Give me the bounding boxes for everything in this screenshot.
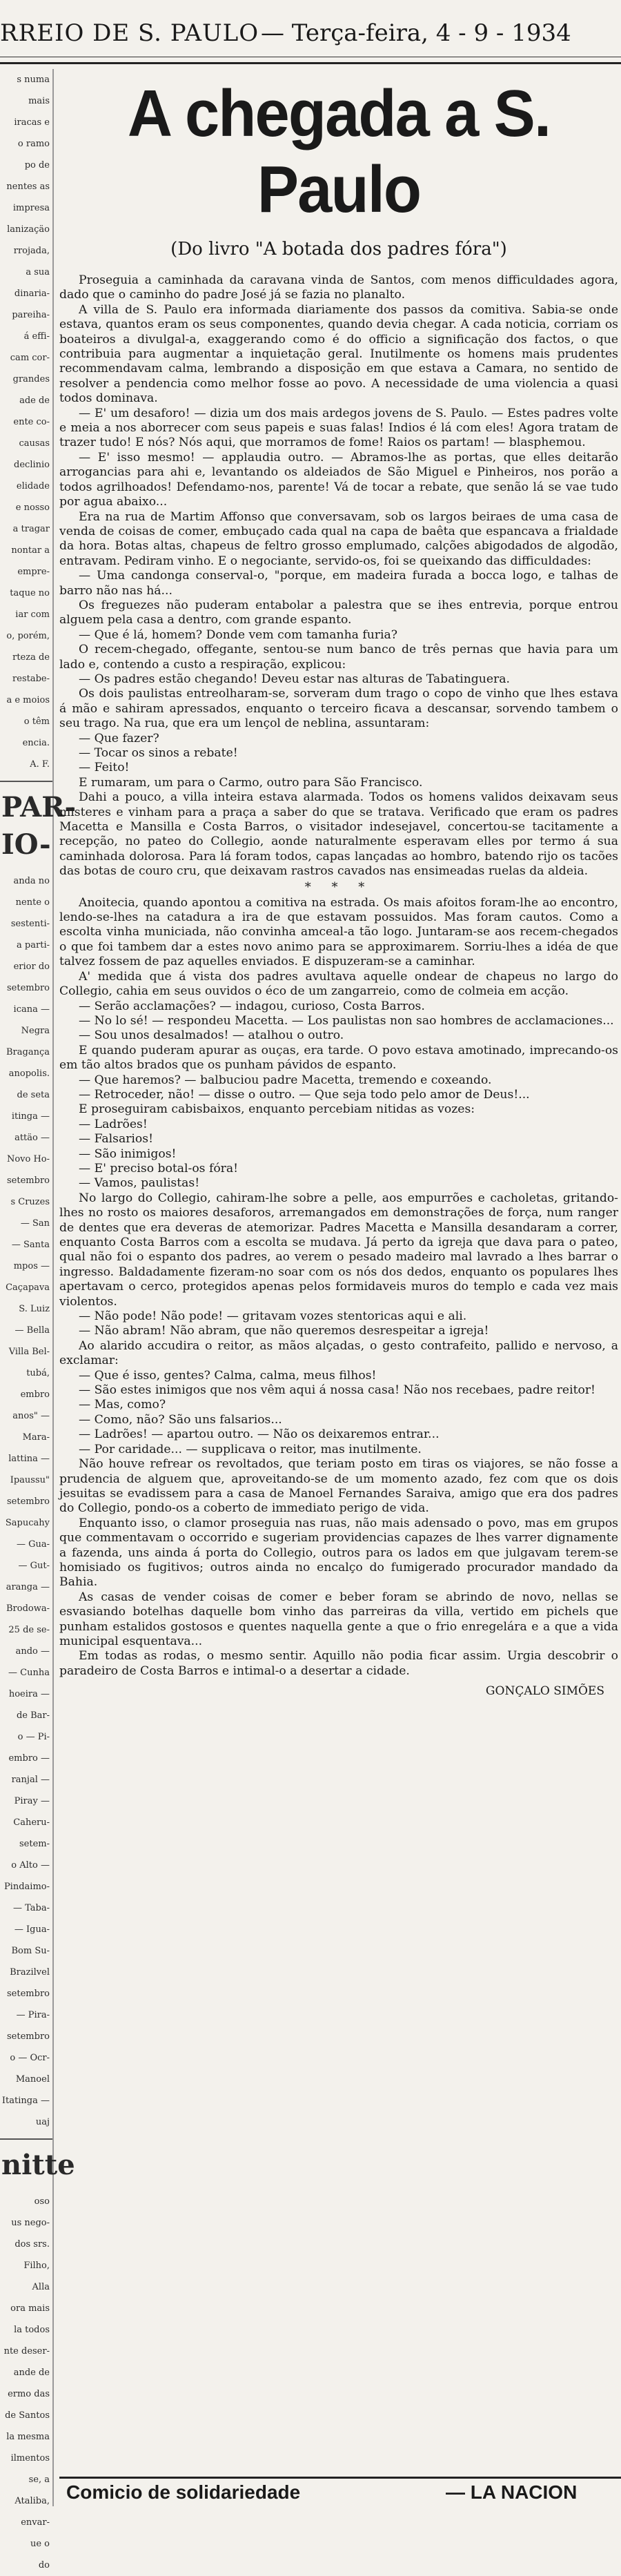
left-column-line: aranga — — [6, 1582, 50, 1592]
article-paragraph: A' medida que á vista dos padres avultava aquelle ondear de chapeus no largo do Collegio, cahia em seus ouvidos o éco de um zangarreio, como de colmeia em acção. — [59, 969, 618, 999]
article-paragraph: — E' preciso botal-os fóra! — [79, 1161, 239, 1175]
left-column-line: o Alto — — [11, 1860, 50, 1871]
article-paragraph: — Como, não? São uns falsarios... — [79, 1412, 282, 1427]
left-column-line: ue o — [30, 2539, 50, 2549]
article-paragraph: — Mas, como? — [79, 1398, 166, 1412]
left-column-line: o — Pi- — [17, 1732, 50, 1742]
left-column-line: setem- — [19, 1839, 50, 1849]
left-column-line: tubá, — [26, 1368, 50, 1378]
left-column-line: impresa — [12, 203, 50, 213]
left-column-line: iracas e — [14, 117, 50, 128]
left-column-line: po de — [24, 160, 50, 170]
article-paragraph: — E' isso mesmo! — applaudia outro. — Abramos-lhe as portas, que elles deitarão arrogancias para ahi e, levantando os aldeiados de São Miguel e Pinheiros, nos porão a todos agrilhoados! Defendamo-nos, parente! Vá de tocar a rebate, que senão lá se vae tudo por agua abaixo... — [59, 450, 618, 509]
left-column-line: attäo — — [14, 1133, 50, 1143]
article-paragraph: — Vamos, paulistas! — [79, 1176, 200, 1191]
left-column-line: ranjal — — [11, 1775, 50, 1785]
article-paragraph: — Os padres estão chegando! Deveu estar nas alturas de Tabatinguera. — [79, 672, 510, 686]
article-paragraph: — Por caridade... — supplicava o reitor, mas inutilmente. — [79, 1442, 422, 1456]
article-paragraph: Enquanto isso, o clamor proseguia nas ruas, não mais adensado o povo, mas em grupos que commentavam o occorrido e sugeriam providencias capazes de lhes varrer dignamente a fazenda, uns ainda á porta do Collegio, outros para os lados em que julgavam terem-se homisiado os fugitivos; outros ainda no encalço do fumigerado procurador mandado da Bahia. — [59, 1516, 618, 1590]
left-column-line: Piray — — [14, 1796, 50, 1806]
left-column-line: icana — — [13, 1004, 50, 1015]
left-column-lines-3 — [0, 2191, 52, 2576]
article-paragraph: O recem-chegado, offegante, sentou-se num banco de três pernas que havia para um lado e, contendo a custo a respiração, explicou: — [59, 643, 618, 672]
article-paragraph: — Feito! — [79, 761, 130, 775]
article — [59, 69, 618, 2506]
article-paragraph: — Serão acclamações? — indagou, curioso, Costa Barros. — [79, 999, 425, 1013]
footer-heading-left: Comicio de solidariedade — [66, 2481, 301, 2503]
left-column-line: s numa — [17, 75, 50, 85]
left-column-line: ade de — [19, 396, 50, 406]
left-column-line: cam cor- — [10, 353, 50, 363]
left-column-line: setembro — [7, 983, 50, 993]
article-paragraph: Os freguezes não puderam entabolar a palestra que se ihes entrevia, porque entrou alguem pela casa a dentro, com grande espanto. — [59, 598, 618, 627]
left-column-line: de Bar- — [16, 1710, 50, 1721]
left-column-line: s Cruzes — [10, 1197, 50, 1207]
left-column-line: anos" — — [12, 1411, 50, 1421]
article-body — [59, 273, 618, 1679]
article-paragraph: — Uma candonga conserval-o, "porque, em madeira furada a bocca logo, e talhas de barro não nas há... — [59, 569, 618, 598]
article-paragraph: Proseguia a caminhada da caravana vinda de Santos, com menos difficuldades agora, dado que o caminho do padre José já se fazia no planalto. — [59, 273, 618, 302]
left-column-line: Caheru- — [13, 1817, 50, 1828]
left-column-line: Villa Bel- — [8, 1347, 50, 1357]
left-column-line: encia. — [22, 738, 50, 748]
left-column-line: á effi- — [23, 331, 50, 342]
left-column-line: nentes as — [6, 182, 50, 192]
left-column-line: de seta — [17, 1090, 50, 1100]
left-column-line: dinaria- — [14, 289, 50, 299]
left-column-line: hoeira — — [8, 1689, 50, 1699]
left-column-line: — Taba- — [12, 1903, 50, 1913]
article-paragraph: — Retroceder, não! — disse o outro. — Que seja todo pelo amor de Deus!... — [79, 1087, 530, 1102]
left-column-line: taque no — [10, 588, 50, 598]
left-column-line: do — [38, 2560, 50, 2570]
article-paragraph: A villa de S. Paulo era informada diariamente dos passos da comitiva. Sabia-se onde estava, quantos eram os seus componentes, quando devia chegar. A cada noticia, corriam os boateiros a divulgal-a, exaggerando como é do officio a significação dos factos, o que contribuia para augmentar a inquietação geral. Inutilmente os homens mais prudentes recommendavam calma, lembrando a disposição em que estava a Camara, no sentido de resolver a pendencia como melhor fosse ao povo. A necessidade de uma violencia a quasi todos dominava. — [59, 302, 618, 406]
left-column-line: a sua — [26, 267, 50, 277]
article-paragraph: Era na rua de Martim Affonso que conversavam, sob os largos beiraes de uma casa de venda de coisas de comer, embuçado cada qual na capa de baêta que espancava a frialdade da hora. Botas altas, chapeus de feltro grosso emplumado, calções abigodados de algodão, entravam. Pediram vinho. E o negociante, servido-os, foi se queixando das difficuldades: — [59, 509, 618, 568]
left-column-line: anda no — [13, 876, 50, 886]
footer-heading-right: — LA NACION — [446, 2481, 578, 2503]
left-column-line: A. F. — [30, 759, 50, 770]
left-column-line: itinga — — [11, 1111, 50, 1122]
left-column-line: causas — [19, 438, 50, 449]
article-paragraph: Anoitecia, quando apontou a comitiva na estrada. Os mais afoitos foram-lhe ao encontro, lendo-se-lhes na catadura a ira de que estavam possuidos. Mas foram cautos. Como a escolta vinha municiada, não convinha amceal-a tão logo. Juntaram-se aos recem-chegados o que foi tambem dar a estes novo animo para se approximarem. Sorriu-lhes a idéa de que talvez fossem de paz aquelles enviados. E dispuzeram-se a caminhar. — [59, 895, 618, 969]
article-paragraph: — Que é lá, homem? Donde vem com tamanha furia? — [79, 627, 397, 642]
column-divider — [0, 2138, 52, 2140]
left-column-line: iar com — [15, 609, 50, 620]
left-column-line: oso — [34, 2196, 50, 2207]
left-column-line: envar- — [21, 2517, 50, 2528]
left-column-line: a parti- — [17, 940, 50, 950]
article-paragraph: — São estes inimigos que nos vêm aqui á nossa casa! Não nos recebaes, padre reitor! — [79, 1383, 595, 1398]
left-column-line: Negra — [21, 1026, 50, 1036]
left-column-line: Mara- — [22, 1432, 50, 1443]
article-paragraph: — Tocar os sinos a rebate! — [79, 746, 238, 760]
left-column-line: grandes — [12, 374, 50, 384]
article-paragraph: — São inimigos! — [79, 1146, 177, 1161]
left-column-line: mpos — — [13, 1261, 50, 1271]
left-column-line: setembro — [7, 1989, 50, 1999]
left-column-line: la todos — [14, 2325, 50, 2335]
article-paragraph: As casas de vender coisas de comer e beber foram se abrindo de novo, nellas se esvasiando botelhas daquelle bom vinho das parreiras da villa, vertido em pichels que punham estalidos gostosos e quentes naquella gente a que o frio enregelára e a que a vida municipal esquentava... — [59, 1590, 618, 1648]
left-column-line: Caçapava — [6, 1282, 50, 1293]
left-column-line: empre- — [17, 567, 50, 577]
newspaper-name: RREIO DE S. PAULO — [0, 19, 259, 47]
left-column-line: mais — [28, 96, 50, 106]
left-column-line: restabe- — [12, 674, 50, 684]
left-column-line: Manoel — [15, 2074, 50, 2085]
left-column-line: Pindaimo- — [3, 1882, 50, 1892]
issue-date: — Terça-feira, 4 - 9 - 1934 — [261, 19, 571, 47]
left-column-line: nente o — [15, 897, 50, 908]
left-column-line: Brazilvel — [10, 1967, 50, 1978]
left-column-line: rteza de — [12, 652, 50, 663]
article-paragraph: — No lo sé! — respondeu Macetta. — Los paulistas non sao hombres de acclamaciones... — [79, 1013, 614, 1028]
left-column-heading-1: PAR- IO- — [1, 791, 77, 861]
article-paragraph: Dahi a pouco, a villa inteira estava alarmada. Todos os homens validos deixavam seus misteres e vinham para a praça a saber do que se tratava. Verificado que eram os padres Macetta e Mansilla e Costa Barros, o visitador indesejavel, concertou-se tacitamente a recepção, no pateo do Collegio, aonde naturalmente esperavam elles por termo á sua caminhada dolorosa. Para lá foram todos, capas lançadas ao hombro, batendo rijo os tacões das botas de couro cru, que deixavam rastros cavados nas ensimeadas ruelas da aldeia. — [59, 790, 618, 879]
left-column-line: — Gua- — [16, 1539, 50, 1550]
left-column-line: lanizaçäo — [7, 224, 50, 235]
left-column-line: se, a — [28, 2475, 50, 2485]
article-paragraph: — Que é isso, gentes? Calma, calma, meus filhos! — [79, 1368, 377, 1383]
left-column-line: us nego- — [11, 2218, 50, 2228]
article-paragraph: — Que fazer? — [79, 731, 159, 745]
left-column-line: — Cunha — [8, 1668, 50, 1678]
column-divider — [0, 781, 52, 782]
left-column-line: Itatinga — — [1, 2096, 50, 2106]
article-paragraph: — Ladrões! — [79, 1117, 148, 1131]
left-column-line: ente co- — [13, 417, 50, 427]
left-column-line: nontar a — [11, 545, 50, 556]
article-paragraph: E quando puderam apurar as ouças, era tarde. O povo estava amotinado, imprecando-os em tão altos brados que os punham pávidos de espanto. — [59, 1043, 618, 1073]
left-column-line: erior do — [13, 962, 50, 972]
left-column-line: Brodowa- — [6, 1603, 50, 1614]
left-column-line: — Bella — [14, 1325, 50, 1336]
left-column-line: setembro — [7, 1175, 50, 1186]
article-paragraph: — Que haremos? — balbuciou padre Macetta, tremendo e coxeando. — [79, 1073, 492, 1087]
article-paragraph: Não houve refrear os revoltados, que teriam posto em tiras os viajores, se não fosse a prudencia de alguem que, aproveitando-se de um momento azado, fez com que os dois jesuitas se evadissem para a casa de Manoel Fernandes Saraiva, amigo que era dos padres do Collegio, pondo-os a coberto de immediato perigo de vida. — [59, 1457, 618, 1516]
left-column-line: — San — [20, 1218, 50, 1229]
left-column-line: — Gut- — [18, 1561, 50, 1571]
article-paragraph: Os dois paulistas entreolharam-se, sorveram dum trago o copo de vinho que lhes estava á mão e sahiram apressados, enquanto o terceiro ficava a descansar, sorvendo tambem o seu trago. Na rua, que era um lençol de neblina, assuntaram: — [59, 687, 618, 731]
left-column-line: ermo das — [8, 2389, 50, 2399]
left-column-line: Ataliba, — [14, 2496, 50, 2506]
left-column-line: o — Ocr- — [10, 2053, 50, 2063]
left-column-line: pareiha- — [12, 310, 50, 320]
article-paragraph: — Falsarios! — [79, 1132, 154, 1146]
left-column-line: Bom Su- — [11, 1946, 50, 1956]
left-column-line: o ramo — [17, 139, 50, 149]
left-column-line: o têm — [23, 716, 50, 727]
left-column-line: embro — — [8, 1753, 50, 1764]
left-column-line: elidade — [16, 481, 50, 491]
article-paragraph: No largo do Collegio, cahiram-lhe sobre a pelle, aos empurrões e cacholetas, gritando-lhes no rosto os maiores desaforos, arremangados em demonstrações de força, num ranger de dentes que era deveras de atemorizar. Padres Macetta e Mansilla desandaram a correr, enquanto Costa Barros com a escolta se mudava. Já perto da igreja que dava para o pateo, qual não foi o espanto dos padres, ao verem o pesado madeiro mal lavrado a lhes barrar o ingresso. Baldadamente fizeram-no soar com os nós dos dedos, enquanto os populares lhes apertavam o cerco, protegidos apenas pelos formidaveis muros do templo e cada vez mais violentos. — [59, 1191, 618, 1309]
left-column-line: ilmentos — [10, 2453, 50, 2463]
left-column-line: — Pira- — [16, 2010, 50, 2020]
article-paragraph: Ao alarido accudira o reitor, as mãos alçadas, o gesto contrafeito, pallido e nervoso, a exclamar: — [59, 1338, 618, 1368]
article-paragraph: E rumaram, um para o Carmo, outro para São Francisco. — [79, 775, 423, 790]
left-column-line: uaj — [35, 2117, 50, 2127]
left-column-line: Alla — [32, 2282, 50, 2292]
left-column-line: embro — [20, 1389, 50, 1400]
article-paragraph: — Sou unos desalmados! — atalhou o outro. — [79, 1028, 344, 1043]
article-headline: A chegada a S. Paulo — [127, 77, 551, 226]
left-column-line: la mesma — [6, 2432, 50, 2442]
left-column-line: rrojada, — [13, 246, 50, 256]
left-column-line: Filho, — [23, 2261, 50, 2271]
left-column-lines-1 — [0, 69, 52, 775]
left-column-line: 25 de se- — [8, 1625, 50, 1635]
left-column-line: a tragar — [12, 524, 50, 534]
left-column-line: S. Luiz — [19, 1304, 50, 1314]
left-column-line: dos srs. — [14, 2239, 50, 2250]
article-paragraph: Em todas as rodas, o mesmo sentir. Aquillo não podia ficar assim. Urgia descobrir o paradeiro de Costa Barros e intimal-o a desertar a cidade. — [59, 1649, 618, 1678]
left-column-line: de Santos — [5, 2410, 50, 2421]
left-column-line: setembro — [7, 1496, 50, 1507]
left-column-line: declinio — [14, 460, 50, 470]
left-column-line: ando — — [15, 1646, 50, 1657]
author-signature: GONÇALO SIMÕES — [485, 1684, 604, 1699]
article-subhead: (Do livro "A botada dos padres fóra") — [170, 239, 507, 260]
left-column-line: ora mais — [10, 2303, 50, 2314]
left-column-line: Ipaussu" — [10, 1475, 50, 1485]
left-column-line: e nosso — [15, 502, 50, 513]
left-column-line: sestenti- — [10, 919, 50, 929]
left-column-line: o, porém, — [6, 631, 50, 641]
article-paragraph: — Não abram! Não abram, que não queremos desrespeitar a igreja! — [79, 1324, 489, 1338]
left-column-line: anopolis. — [8, 1069, 50, 1079]
article-paragraph: — Ladrões! — apartou outro. — Não os deixaremos entrar... — [79, 1427, 440, 1442]
masthead — [0, 0, 621, 64]
left-column-heading-2: nitte — [1, 2149, 75, 2181]
left-column-line: Bragança — [6, 1047, 50, 1057]
left-column-line: setembro — [7, 2031, 50, 2042]
left-column-line: Novo Ho- — [6, 1154, 50, 1164]
left-column-line: — Igua- — [14, 1924, 50, 1935]
left-column-line: a e moios — [6, 695, 50, 705]
article-paragraph: E proseguiram cabisbaixos, enquanto percebiam nitidas as vozes: — [79, 1102, 475, 1117]
left-column-line: nte deser- — [3, 2346, 50, 2357]
next-article-heading — [59, 2477, 621, 2506]
section-separator: * * * — [304, 879, 373, 895]
article-paragraph: — E' um desaforo! — dizia um dos mais ardegos jovens de S. Paulo. — Estes padres volte e meia a nos aborrecer com seus papeis e suas falas! Indios é lá com eles! Agora tratam de trazer tudo! E nós? Nós aqui, que morramos de fome! Raios os partam! — blasphemou. — [59, 406, 618, 450]
left-column-line: ande de — [13, 2368, 50, 2378]
left-column-lines-2 — [0, 870, 52, 2133]
left-column-line: — Santa — [11, 1240, 50, 1250]
left-adjacent-column — [0, 69, 77, 2570]
left-column-line: lattina — — [8, 1454, 50, 1464]
left-column-line: Sapucahy — [5, 1518, 50, 1528]
article-paragraph: — Não pode! Não pode! — gritavam vozes stentoricas aqui e ali. — [79, 1309, 467, 1324]
